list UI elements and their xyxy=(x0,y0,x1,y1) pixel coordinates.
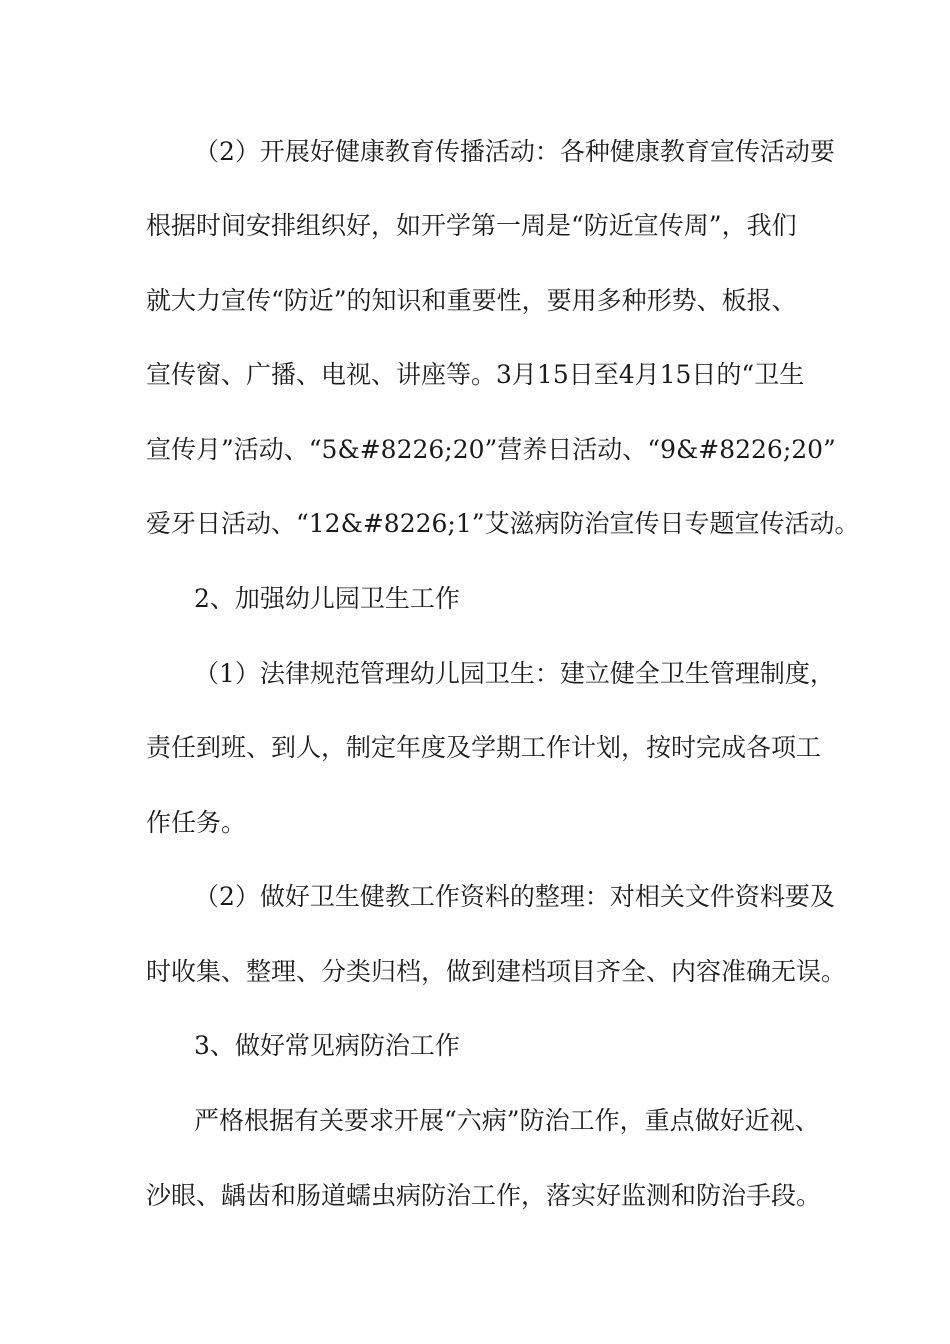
paragraph-line: 宣传月”活动、“5&#8226;20”营养日活动、“9&#8226;20” xyxy=(146,435,836,464)
paragraph-line: 根据时间安排组织好，如开学第一周是“防近宣传周”，我们 xyxy=(146,211,797,240)
paragraph-line: 严格根据有关要求开展“六病”防治工作，重点做好近视、 xyxy=(194,1106,820,1135)
paragraph-line: （1）法律规范管理幼儿园卫生：建立健全卫生管理制度， xyxy=(194,659,835,688)
paragraph-line: 就大力宣传“防近”的知识和重要性，要用多种形势、板报、 xyxy=(146,286,797,315)
section-heading: 3、做好常见病防治工作 xyxy=(194,1031,460,1060)
paragraph-line: 作任务。 xyxy=(146,808,247,837)
paragraph-line: 时收集、整理、分类归档，做到建档项目齐全、内容准确无误。 xyxy=(146,957,847,986)
paragraph-line: 爱牙日活动、“12&#8226;1”艾滋病防治宣传日专题宣传活动。 xyxy=(146,509,860,538)
paragraph-line: 宣传窗、广播、电视、讲座等。3月15日至4月15日的“卫生 xyxy=(146,360,805,389)
paragraph-line: 沙眼、龋齿和肠道蠕虫病防治工作，落实好监测和防治手段。 xyxy=(146,1181,822,1210)
paragraph-line: （2）开展好健康教育传播活动：各种健康教育宣传活动要 xyxy=(194,137,835,166)
section-heading: 2、加强幼儿园卫生工作 xyxy=(194,584,460,613)
paragraph-line: 责任到班、到人，制定年度及学期工作计划，按时完成各项工 xyxy=(146,733,822,762)
paragraph-line: （2）做好卫生健教工作资料的整理：对相关文件资料要及 xyxy=(194,882,835,911)
